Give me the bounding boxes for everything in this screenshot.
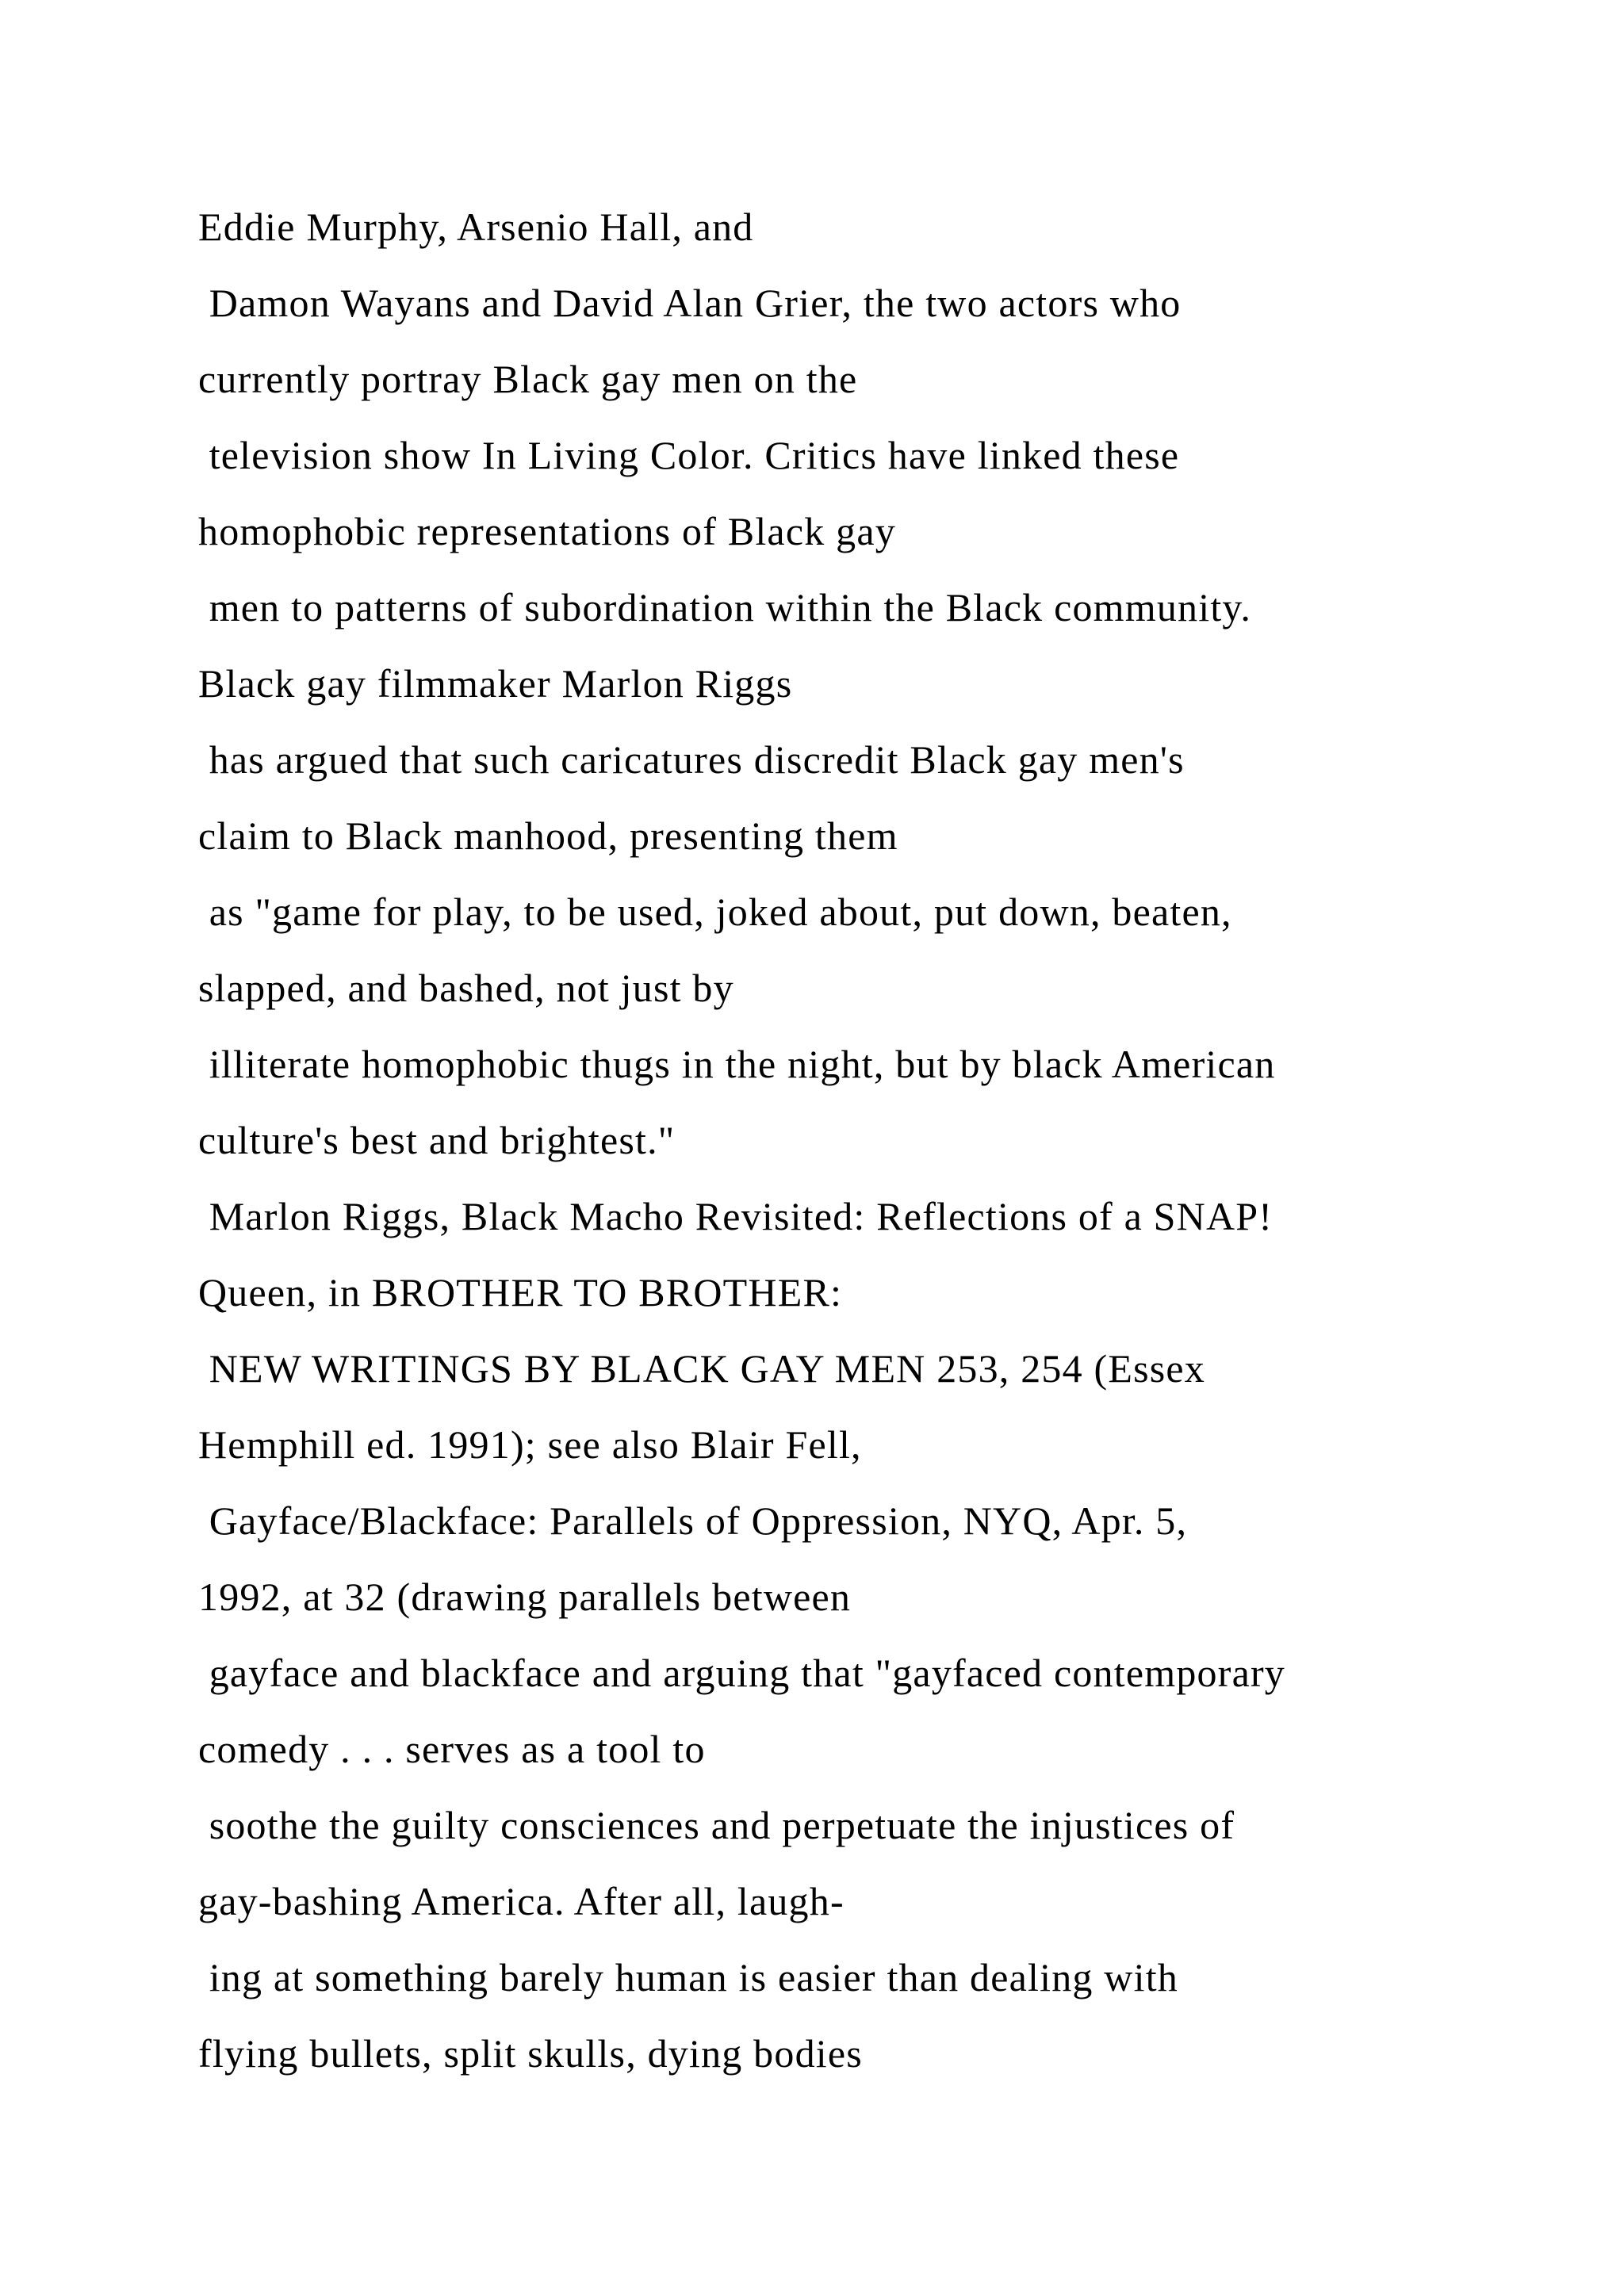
text-line: Gayface/Blackface: Parallels of Oppression, NYQ, Apr. 5,: [198, 1498, 1188, 1543]
text-line: currently portray Black gay men on the: [198, 357, 858, 401]
text-line: gay-bashing America. After all, laugh-: [198, 1879, 845, 1923]
text-line: slapped, and bashed, not just by: [198, 966, 734, 1010]
text-line: Damon Wayans and David Alan Grier, the two actors who: [198, 281, 1182, 325]
text-line: comedy . . . serves as a tool to: [198, 1727, 706, 1771]
text-line: 1992, at 32 (drawing parallels between: [198, 1575, 852, 1619]
text-line: Hemphill ed. 1991); see also Blair Fell,: [198, 1422, 862, 1467]
body-text: [198, 189, 1562, 2091]
text-line: homophobic representations of Black gay: [198, 509, 896, 553]
text-line: claim to Black manhood, presenting them: [198, 813, 898, 858]
text-line: Eddie Murphy, Arsenio Hall, and: [198, 205, 754, 249]
text-line: soothe the guilty consciences and perpetuate the injustices of: [198, 1803, 1235, 1847]
text-line: flying bullets, split skulls, dying bodies: [198, 2031, 863, 2076]
text-line: Queen, in BROTHER TO BROTHER:: [198, 1270, 843, 1314]
text-line: NEW WRITINGS BY BLACK GAY MEN 253, 254 (Essex: [198, 1346, 1205, 1391]
text-line: has argued that such caricatures discredit Black gay men's: [198, 737, 1185, 782]
text-line: gayface and blackface and arguing that "gayfaced contemporary: [198, 1651, 1286, 1695]
text-line: television show In Living Color. Critics have linked these: [198, 433, 1180, 477]
text-line: men to patterns of subordination within the Black community.: [198, 585, 1252, 629]
text-line: Marlon Riggs, Black Macho Revisited: Reflections of a SNAP!: [198, 1194, 1274, 1238]
text-line: Black gay filmmaker Marlon Riggs: [198, 661, 793, 706]
text-line: ing at something barely human is easier than dealing with: [198, 1955, 1178, 1999]
text-line: culture's best and brightest.": [198, 1118, 676, 1162]
text-line: as "game for play, to be used, joked about, put down, beaten,: [198, 890, 1232, 934]
text-line: illiterate homophobic thugs in the night, but by black American: [198, 1042, 1276, 1086]
